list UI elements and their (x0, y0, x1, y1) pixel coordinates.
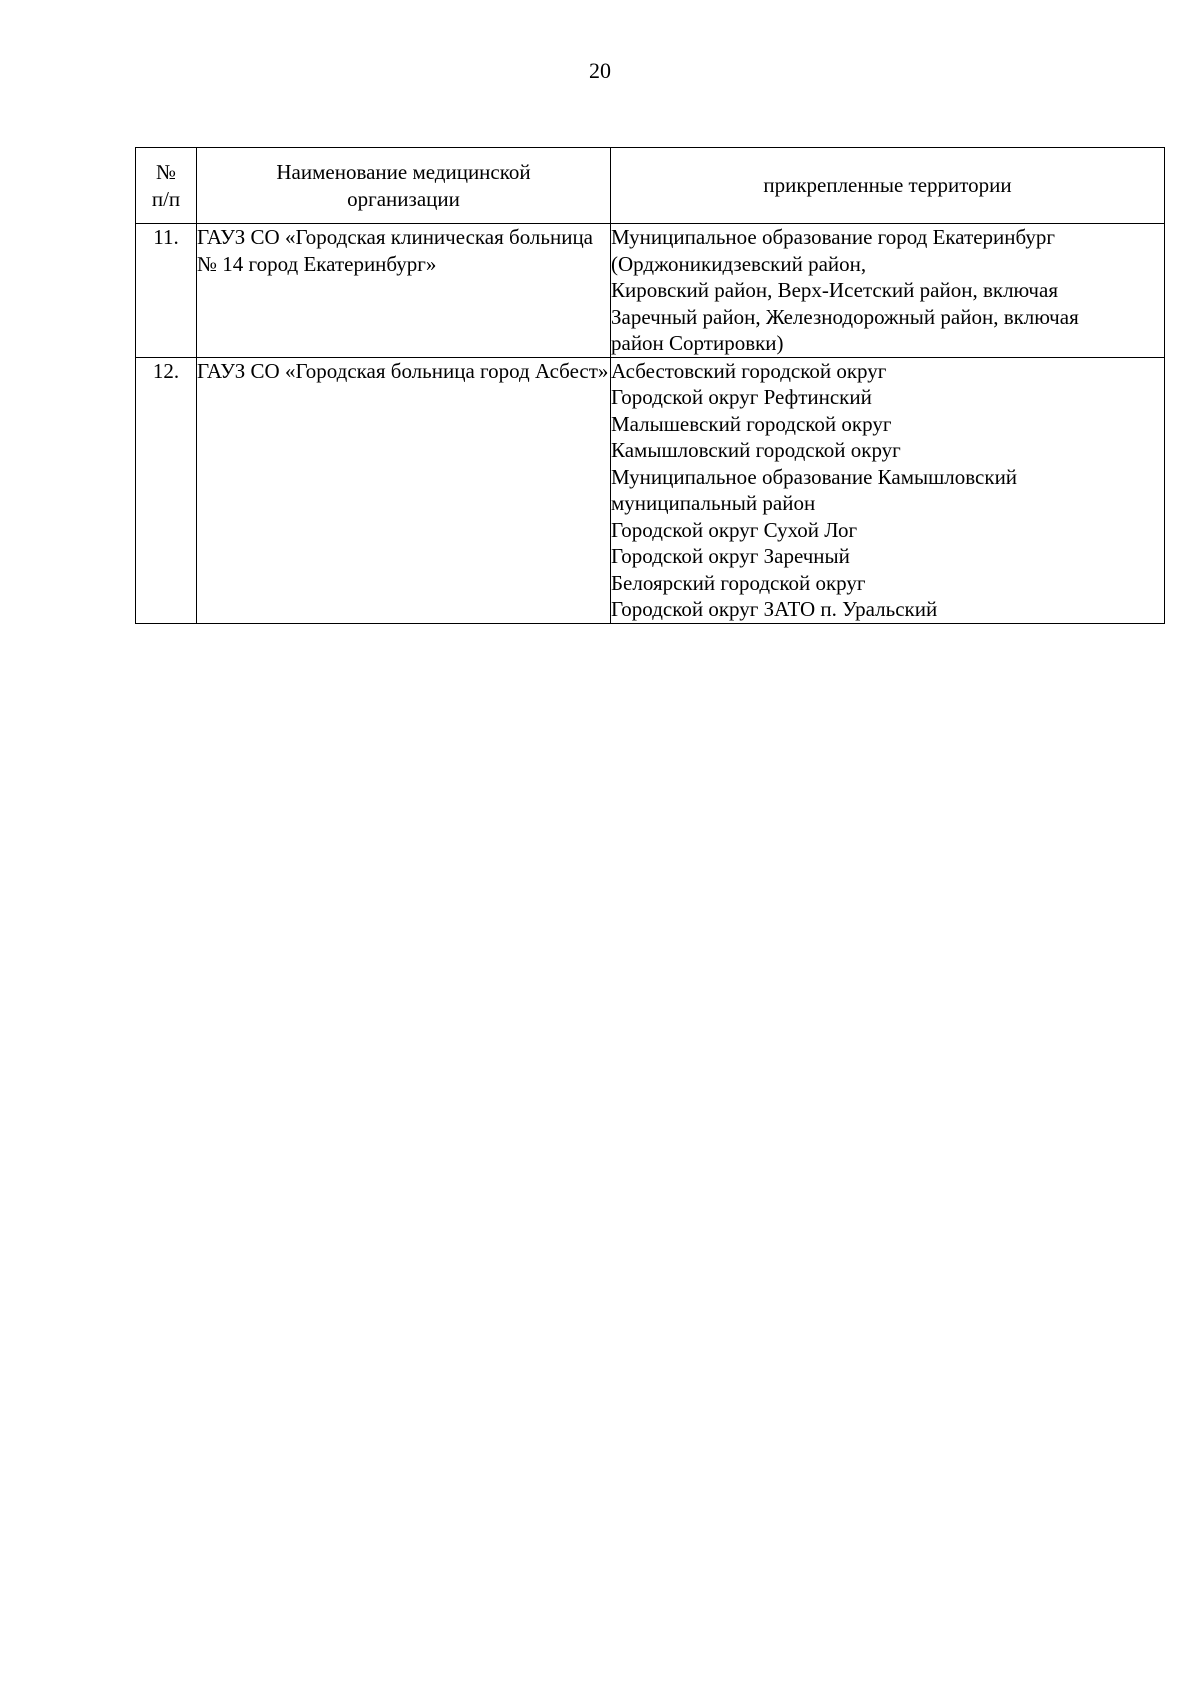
header-org-line: организации (347, 186, 460, 211)
table-row (136, 357, 1165, 623)
territory-line: Камышловский городской округ (611, 438, 901, 462)
territory-line: Городской округ Рефтинский (611, 385, 872, 409)
header-org (197, 148, 611, 224)
table-header-row (136, 148, 1165, 224)
territories-cell (611, 357, 1165, 623)
organization-name: ГАУЗ СО «Городская клиническая больница № 14 город Екатеринбург» (197, 224, 611, 358)
organization-name: ГАУЗ СО «Городская больница город Асбест» (197, 357, 611, 623)
table-row (136, 224, 1165, 358)
territory-line: район Сортировки) (611, 331, 784, 355)
header-territories: прикрепленные территории (611, 148, 1165, 224)
page-number: 20 (589, 58, 611, 83)
header-num-line: п/п (151, 186, 181, 211)
header-org-line: Наименование медицинской (276, 160, 531, 184)
territory-line: (Орджоникидзевский район, (611, 251, 867, 276)
territories-cell (611, 224, 1165, 358)
row-number: 12. (136, 357, 197, 623)
row-number: 11. (136, 224, 197, 358)
territory-line: Асбестовский городской округ (611, 358, 887, 383)
territory-line: Муниципальное образование город Екатеринбург (611, 225, 1056, 249)
territory-line: Городской округ Сухой Лог (611, 517, 858, 542)
header-num-line: № (155, 160, 177, 184)
header-num (136, 148, 197, 224)
territory-line: Заречный район, Железнодорожный район, включая (611, 304, 1079, 329)
territory-line: Малышевский городской округ (611, 411, 892, 436)
territory-line: Муниципальное образование Камышловский (611, 464, 1018, 489)
territory-line: Кировский район, Верх-Исетский район, включая (611, 278, 1058, 302)
medical-organizations-table (135, 147, 1165, 624)
territory-line: муниципальный район (611, 491, 816, 515)
territory-line: Городской округ ЗАТО п. Уральский (611, 597, 938, 621)
territory-line: Городской округ Заречный (611, 544, 850, 568)
territory-line: Белоярский городской округ (611, 570, 866, 595)
